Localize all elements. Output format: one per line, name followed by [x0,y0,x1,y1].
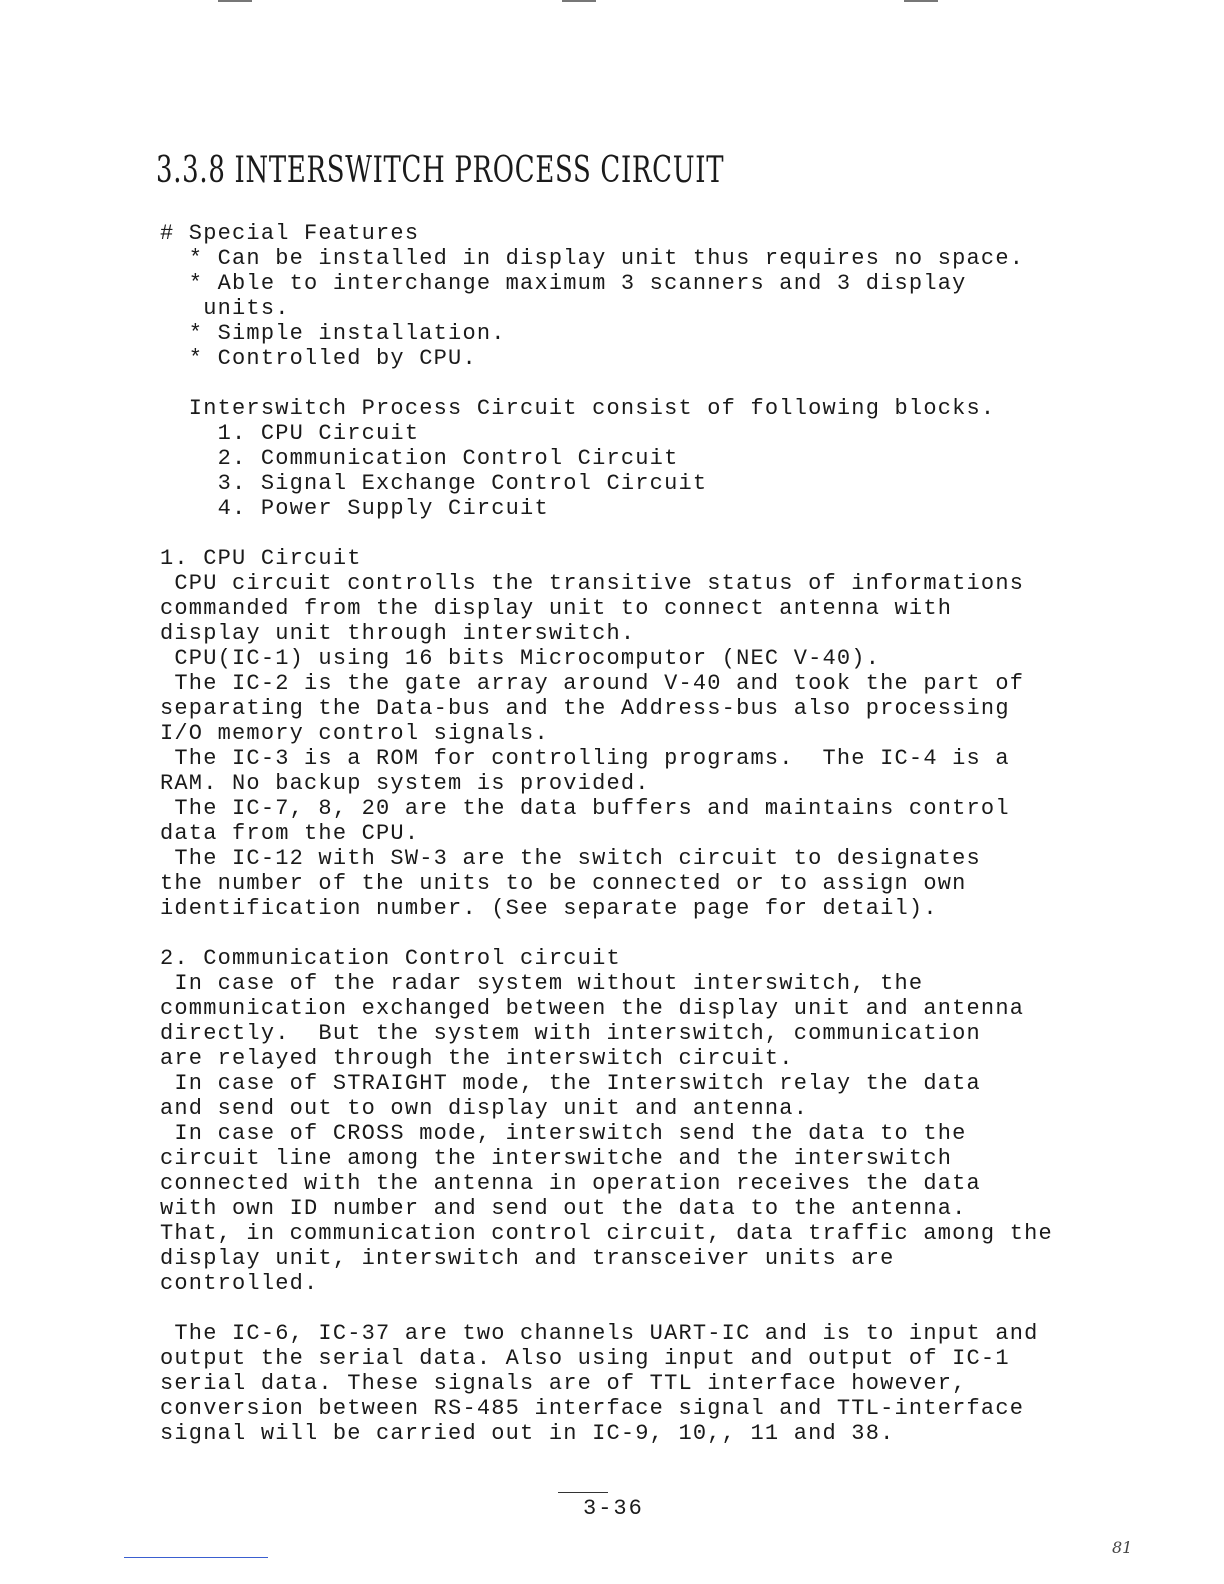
page-number-rule [558,1492,608,1493]
text-line: The IC-12 with SW-3 are the switch circuit to designates [160,846,981,871]
text-line: display unit, interswitch and transceiver units are [160,1246,895,1271]
scan-mark [218,0,252,2]
text-line: 1. CPU Circuit [160,546,362,571]
text-line: circuit line among the interswitche and the interswitch [160,1146,953,1171]
text-line: The IC-7, 8, 20 are the data buffers and maintains control [160,796,1010,821]
text-line: 3. Signal Exchange Control Circuit [160,471,708,496]
scan-mark [904,0,938,2]
text-line: * Can be installed in display unit thus requires no space. [160,246,1025,271]
text-line: That, in communication control circuit, data traffic among the [160,1221,1053,1246]
text-line: In case of CROSS mode, interswitch send the data to the [160,1121,967,1146]
text-line: I/O memory control signals. [160,721,549,746]
page-number: 3-36 [583,1496,644,1521]
text-line: display unit through interswitch. [160,621,636,646]
corner-mark: 81 [1112,1538,1133,1557]
text-line: are relayed through the interswitch circuit. [160,1046,794,1071]
text-line: 4. Power Supply Circuit [160,496,549,521]
text-line: with own ID number and send out the data to the antenna. [160,1196,967,1221]
text-line: output the serial data. Also using input and output of IC-1 [160,1346,1010,1371]
text-line: # Special Features [160,221,420,246]
text-line: 2. Communication Control circuit [160,946,621,971]
text-line: identification number. (See separate page for detail). [160,896,938,921]
text-line: CPU circuit controlls the transitive status of informations [160,571,1025,596]
section-heading: 3.3.8 INTERSWITCH PROCESS CIRCUIT [156,150,725,191]
text-line: RAM. No backup system is provided. [160,771,650,796]
text-line: serial data. These signals are of TTL interface however, [160,1371,967,1396]
text-line: units. [160,296,290,321]
footer-rule [124,1557,268,1558]
text-line: 2. Communication Control Circuit [160,446,679,471]
text-line: connected with the antenna in operation receives the data [160,1171,981,1196]
scan-mark [562,0,596,2]
text-line: In case of the radar system without interswitch, the [160,971,924,996]
text-line: directly. But the system with interswitch, communication [160,1021,981,1046]
text-line: 1. CPU Circuit [160,421,420,446]
text-line: signal will be carried out in IC-9, 10,, 11 and 38. [160,1421,895,1446]
text-line: CPU(IC-1) using 16 bits Microcomputor (NEC V-40). [160,646,881,671]
text-line: The IC-3 is a ROM for controlling programs. The IC-4 is a [160,746,1010,771]
text-line: * Simple installation. [160,321,506,346]
text-line: the number of the units to be connected or to assign own [160,871,967,896]
text-line: separating the Data-bus and the Address-bus also processing [160,696,1010,721]
text-line: The IC-2 is the gate array around V-40 and took the part of [160,671,1025,696]
text-line: controlled. [160,1271,319,1296]
text-line: In case of STRAIGHT mode, the Interswitch relay the data [160,1071,981,1096]
text-line: The IC-6, IC-37 are two channels UART-IC and is to input and [160,1321,1039,1346]
text-line: * Able to interchange maximum 3 scanners and 3 display [160,271,967,296]
text-line: conversion between RS-485 interface signal and TTL-interface [160,1396,1025,1421]
text-line: commanded from the display unit to connect antenna with [160,596,953,621]
text-line: and send out to own display unit and antenna. [160,1096,809,1121]
text-line: data from the CPU. [160,821,420,846]
text-line: * Controlled by CPU. [160,346,477,371]
text-line: communication exchanged between the display unit and antenna [160,996,1025,1021]
text-line: Interswitch Process Circuit consist of following blocks. [160,396,996,421]
